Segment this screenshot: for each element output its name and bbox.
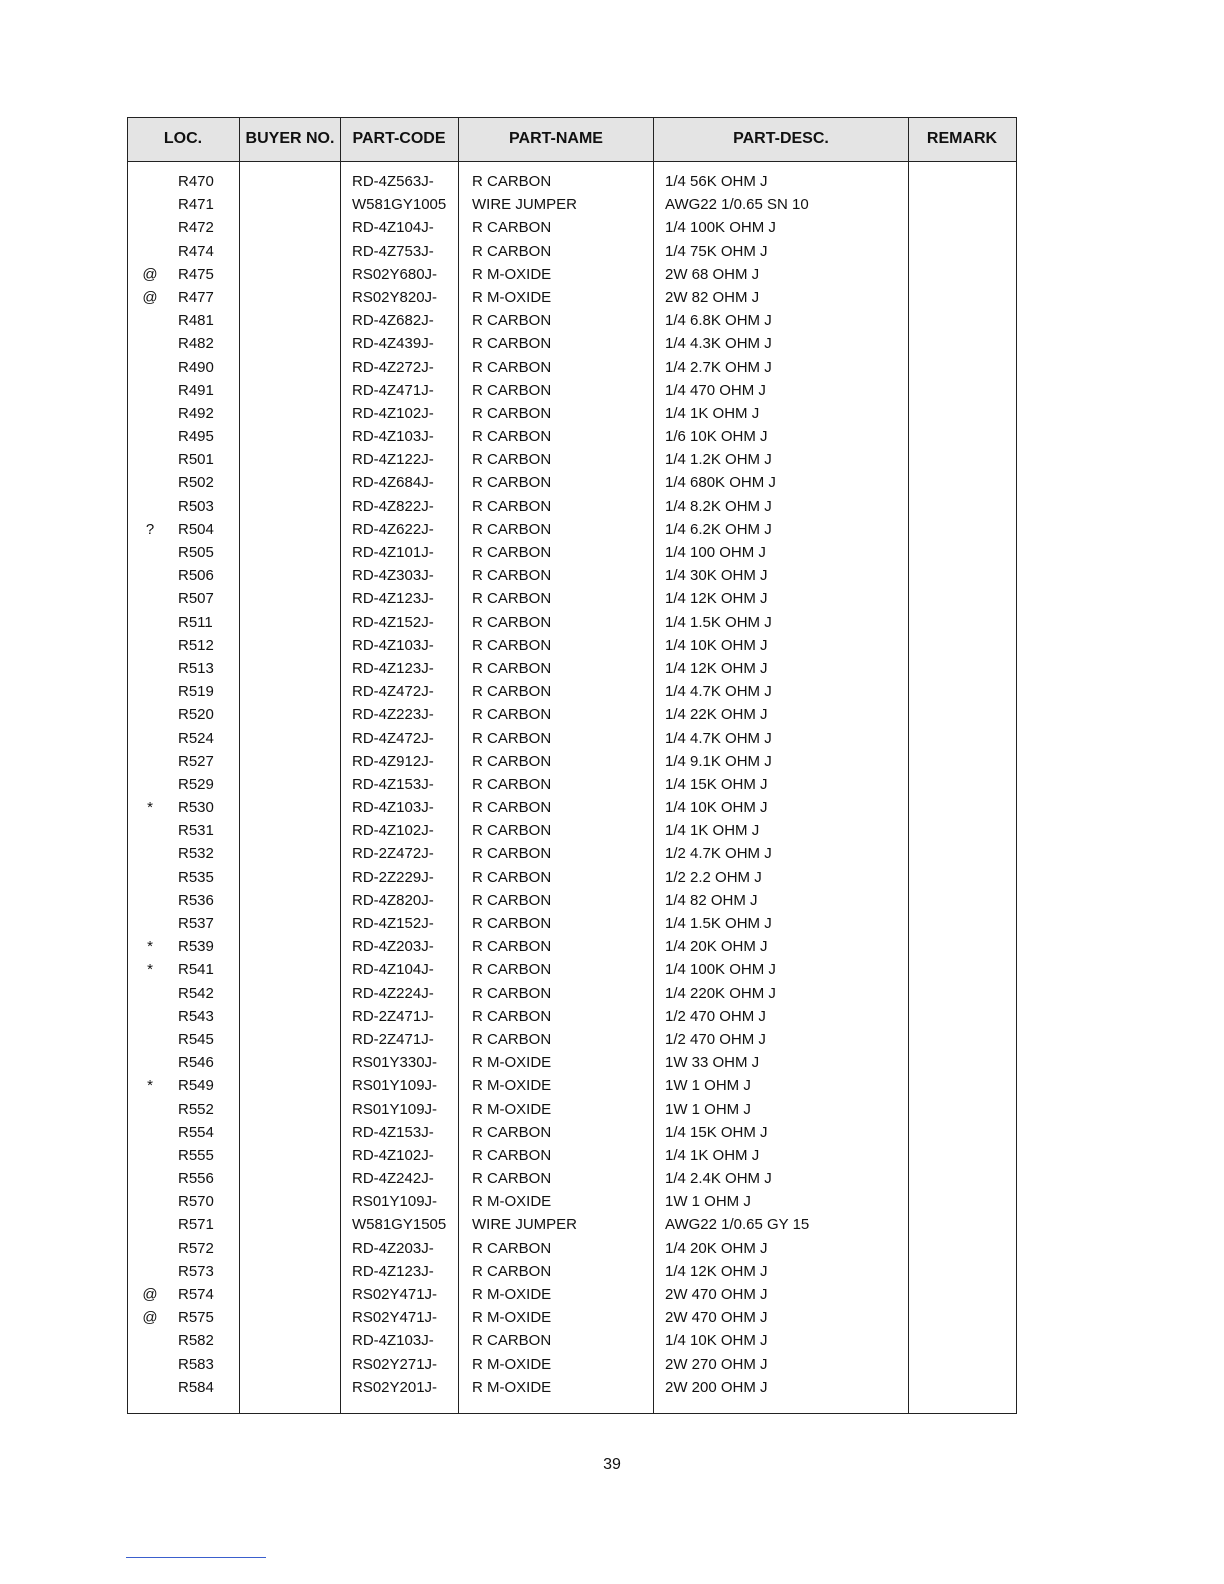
row-loc: R541 — [178, 961, 214, 979]
row-part-code: RD-4Z224J- — [352, 984, 434, 1002]
row-loc: R570 — [178, 1193, 214, 1211]
row-part-name: R M-OXIDE — [472, 1077, 552, 1095]
header-remark: REMARK — [926, 130, 998, 147]
row-part-name: R CARBON — [472, 683, 552, 701]
row-part-name: R CARBON — [472, 891, 552, 909]
row-part-code: RS01Y109J- — [352, 1077, 438, 1095]
row-part-name: R CARBON — [472, 1262, 552, 1280]
row-part-name: R CARBON — [472, 520, 552, 538]
row-part-desc: 1/4 680K OHM J — [665, 474, 776, 492]
row-part-code: RS02Y471J- — [352, 1286, 438, 1303]
table-row — [128, 1260, 1016, 1283]
row-part-code: RD-4Z153J- — [352, 775, 434, 793]
row-part-name: R CARBON — [472, 984, 552, 1002]
table-row — [128, 1283, 1016, 1306]
row-mark: @ — [142, 1309, 158, 1327]
row-loc: R472 — [178, 219, 214, 237]
row-part-code: RD-4Z223J- — [352, 706, 434, 724]
row-part-desc: 1/2 470 OHM J — [665, 1007, 766, 1025]
table-row — [128, 1167, 1016, 1190]
row-part-code: RD-2Z472J- — [352, 845, 434, 863]
table-row — [128, 402, 1016, 425]
row-part-code: RD-4Z103J- — [352, 799, 434, 817]
row-part-code: RS01Y109J- — [352, 1193, 438, 1211]
row-part-code: RD-4Z684J- — [352, 474, 434, 492]
table-row — [128, 703, 1016, 726]
row-loc: R529 — [178, 775, 214, 793]
row-part-desc: 1/2 470 OHM J — [665, 1030, 766, 1048]
row-part-desc: 1/4 1K OHM J — [665, 404, 760, 422]
row-part-code: RD-4Z123J- — [352, 1262, 434, 1280]
row-part-name: R CARBON — [472, 1146, 552, 1164]
row-part-desc: 2W 200 OHM J — [665, 1378, 768, 1396]
row-part-desc: 1/4 1.5K OHM J — [665, 613, 772, 631]
row-loc: R477 — [178, 288, 214, 306]
row-part-name: R M-OXIDE — [472, 1054, 552, 1072]
row-part-name: R M-OXIDE — [472, 1378, 552, 1396]
row-part-code: RD-4Z104J- — [352, 219, 434, 237]
row-part-code: RD-4Z472J- — [352, 729, 434, 747]
row-part-code: RS02Y201J- — [352, 1378, 438, 1396]
row-part-desc: 2W 270 OHM J — [665, 1355, 768, 1373]
table-row — [128, 750, 1016, 773]
row-part-code: RD-4Z122J- — [352, 451, 434, 469]
row-part-code: RD-4Z272J- — [352, 358, 434, 376]
row-part-desc: 1/4 10K OHM J — [665, 636, 768, 654]
header-part-desc: PART-DESC. — [733, 130, 829, 147]
row-part-desc: 1W 1 OHM J — [665, 1100, 751, 1118]
table-row — [128, 564, 1016, 587]
row-loc: R511 — [178, 613, 213, 631]
row-part-desc: AWG22 1/0.65 SN 10 — [665, 196, 809, 214]
row-part-desc: 2W 68 OHM J — [665, 265, 760, 283]
table-header — [128, 118, 1016, 162]
header-part-name: PART-NAME — [509, 130, 603, 147]
row-loc: R573 — [178, 1262, 214, 1280]
row-part-desc: 1/4 100 OHM J — [665, 544, 766, 561]
row-loc: R554 — [178, 1123, 214, 1141]
row-mark: * — [147, 799, 153, 817]
row-part-name: R CARBON — [472, 1170, 552, 1188]
row-loc: R536 — [178, 891, 214, 909]
row-loc: R474 — [178, 242, 214, 260]
row-part-desc: 1/4 100K OHM J — [665, 961, 776, 979]
row-part-desc: 1/4 1K OHM J — [665, 822, 760, 840]
table-row — [128, 796, 1016, 819]
row-loc: R502 — [178, 474, 214, 492]
table-row — [128, 286, 1016, 309]
table-row — [128, 448, 1016, 471]
row-part-code: RD-4Z822J- — [352, 497, 434, 515]
row-loc: R539 — [178, 938, 214, 956]
row-part-desc: AWG22 1/0.65 GY 15 — [665, 1216, 810, 1234]
table-row — [128, 727, 1016, 750]
row-part-desc: 1/4 15K OHM J — [665, 1123, 768, 1141]
row-loc: R537 — [178, 915, 214, 932]
row-part-code: RD-4Z153J- — [352, 1123, 434, 1141]
row-part-code: RS01Y330J- — [352, 1054, 438, 1072]
row-loc: R506 — [178, 567, 214, 585]
row-part-desc: 2W 470 OHM J — [665, 1309, 768, 1327]
row-loc: R584 — [178, 1378, 214, 1396]
header-loc: LOC. — [163, 130, 203, 147]
row-part-desc: 1/4 12K OHM J — [665, 590, 768, 608]
row-part-name: R CARBON — [472, 938, 552, 956]
row-part-name: R CARBON — [472, 312, 552, 330]
row-part-code: RD-4Z104J- — [352, 961, 434, 979]
row-part-code: RD-4Z152J- — [352, 915, 434, 932]
row-part-code: RD-4Z439J- — [352, 335, 434, 353]
row-part-desc: 1/4 6.8K OHM J — [665, 312, 772, 330]
row-part-desc: 1/4 56K OHM J — [665, 173, 768, 190]
row-part-name: R CARBON — [472, 404, 552, 422]
row-part-desc: 1/4 10K OHM J — [665, 799, 768, 817]
table-row — [128, 1190, 1016, 1213]
row-mark: * — [147, 961, 153, 979]
row-mark: @ — [142, 265, 158, 283]
row-part-name: R CARBON — [472, 729, 552, 747]
row-loc: R507 — [178, 590, 214, 608]
table-row — [128, 1353, 1016, 1376]
row-part-desc: 1/4 82 OHM J — [665, 891, 758, 909]
row-part-name: R CARBON — [472, 544, 552, 561]
row-part-code: RD-4Z820J- — [352, 891, 434, 909]
table-row — [128, 1376, 1016, 1399]
row-part-code: RD-4Z563J- — [352, 173, 434, 190]
table-row — [128, 958, 1016, 981]
table-row — [128, 680, 1016, 703]
row-part-desc: 1/4 8.2K OHM J — [665, 497, 772, 515]
row-part-name: R CARBON — [472, 335, 552, 353]
row-loc: R503 — [178, 497, 214, 515]
table-row — [128, 634, 1016, 657]
table-row — [128, 611, 1016, 634]
page-number: 39 — [603, 1456, 621, 1473]
row-loc: R513 — [178, 659, 214, 677]
row-loc: R572 — [178, 1239, 214, 1257]
row-part-code: RD-4Z242J- — [352, 1170, 434, 1188]
row-mark: * — [147, 1077, 153, 1095]
row-part-name: R M-OXIDE — [472, 1100, 552, 1118]
row-part-name: R M-OXIDE — [472, 1355, 552, 1373]
row-part-name: R M-OXIDE — [472, 1193, 552, 1211]
row-loc: R470 — [178, 173, 214, 190]
row-loc: R492 — [178, 404, 214, 422]
table-row — [128, 1306, 1016, 1329]
row-loc: R535 — [178, 868, 214, 886]
row-part-desc: 1W 1 OHM J — [665, 1077, 751, 1095]
row-part-desc: 1/4 20K OHM J — [665, 938, 768, 956]
table-row — [128, 1213, 1016, 1236]
row-part-desc: 1/4 20K OHM J — [665, 1239, 768, 1257]
row-part-name: R CARBON — [472, 451, 552, 469]
row-part-name: R CARBON — [472, 567, 552, 585]
row-part-desc: 1/4 15K OHM J — [665, 775, 768, 793]
footer-rule — [126, 1557, 266, 1558]
table-body — [128, 170, 1016, 1399]
row-part-name: R CARBON — [472, 173, 552, 190]
row-part-name: R CARBON — [472, 822, 552, 840]
row-part-name: WIRE JUMPER — [472, 196, 577, 214]
row-part-desc: 1/4 22K OHM J — [665, 706, 768, 724]
row-part-desc: 1/4 470 OHM J — [665, 381, 766, 399]
row-part-code: RS02Y680J- — [352, 265, 438, 283]
row-part-name: R CARBON — [472, 1007, 552, 1025]
row-part-desc: 1/4 2.4K OHM J — [665, 1170, 772, 1188]
row-loc: R495 — [178, 428, 214, 446]
row-part-name: WIRE JUMPER — [472, 1216, 577, 1234]
table-row — [128, 1329, 1016, 1352]
row-part-name: R CARBON — [472, 845, 552, 863]
row-mark: @ — [142, 1286, 158, 1303]
table-row — [128, 240, 1016, 263]
row-loc: R575 — [178, 1309, 214, 1327]
row-loc: R571 — [178, 1216, 214, 1234]
row-part-code: RS02Y471J- — [352, 1309, 438, 1327]
row-part-code: RD-4Z101J- — [352, 544, 434, 561]
row-part-code: RD-4Z303J- — [352, 567, 434, 585]
row-part-code: RD-4Z102J- — [352, 1146, 434, 1164]
row-loc: R583 — [178, 1355, 214, 1373]
table-row — [128, 1237, 1016, 1260]
row-part-name: R M-OXIDE — [472, 1309, 552, 1327]
row-part-name: R CARBON — [472, 428, 552, 446]
row-loc: R490 — [178, 358, 214, 376]
table-row — [128, 1051, 1016, 1074]
row-part-name: R CARBON — [472, 219, 552, 237]
row-part-desc: 1/4 30K OHM J — [665, 567, 768, 585]
table-row — [128, 541, 1016, 564]
table-row — [128, 471, 1016, 494]
row-part-desc: 1/4 220K OHM J — [665, 984, 776, 1002]
row-part-name: R CARBON — [472, 659, 552, 677]
row-part-code: RD-4Z102J- — [352, 404, 434, 422]
table-row — [128, 842, 1016, 865]
row-mark: * — [147, 938, 153, 956]
row-part-code: RD-4Z471J- — [352, 381, 434, 399]
row-part-code: RD-4Z682J- — [352, 312, 434, 330]
row-part-name: R CARBON — [472, 242, 552, 260]
table-row — [128, 866, 1016, 889]
table-row — [128, 425, 1016, 448]
row-loc: R504 — [178, 520, 214, 538]
table-row — [128, 216, 1016, 239]
row-loc: R546 — [178, 1054, 214, 1072]
row-part-name: R CARBON — [472, 474, 552, 492]
table-row — [128, 935, 1016, 958]
row-part-code: RD-4Z123J- — [352, 659, 434, 677]
table-row — [128, 912, 1016, 935]
table-row — [128, 379, 1016, 402]
row-loc: R475 — [178, 265, 214, 283]
row-part-name: R CARBON — [472, 915, 552, 932]
table-row — [128, 356, 1016, 379]
row-part-code: RD-2Z471J- — [352, 1030, 434, 1048]
row-part-desc: 1/4 2.7K OHM J — [665, 358, 772, 376]
row-part-name: R CARBON — [472, 961, 552, 979]
row-part-code: RD-2Z471J- — [352, 1007, 434, 1025]
row-part-name: R CARBON — [472, 1123, 552, 1141]
row-loc: R501 — [178, 451, 214, 469]
row-part-code: RD-4Z103J- — [352, 428, 434, 446]
row-part-name: R M-OXIDE — [472, 288, 552, 306]
table-row — [128, 1121, 1016, 1144]
row-part-name: R M-OXIDE — [472, 265, 552, 283]
table-row — [128, 657, 1016, 680]
row-part-code: W581GY1005 — [352, 196, 447, 214]
row-part-desc: 1/2 2.2 OHM J — [665, 868, 762, 886]
table-row — [128, 1098, 1016, 1121]
row-part-name: R CARBON — [472, 1332, 552, 1350]
row-loc: R527 — [178, 752, 214, 770]
table-row — [128, 1028, 1016, 1051]
table-row — [128, 587, 1016, 610]
row-part-desc: 1/4 10K OHM J — [665, 1332, 768, 1350]
table-row — [128, 889, 1016, 912]
row-part-code: RD-4Z103J- — [352, 1332, 434, 1350]
row-loc: R556 — [178, 1170, 214, 1188]
row-part-desc: 1W 33 OHM J — [665, 1054, 760, 1072]
row-part-name: R CARBON — [472, 706, 552, 724]
row-loc: R491 — [178, 381, 214, 399]
row-loc: R542 — [178, 984, 214, 1002]
row-part-desc: 1/6 10K OHM J — [665, 428, 768, 446]
table-row — [128, 518, 1016, 541]
row-loc: R512 — [178, 636, 214, 654]
row-part-desc: 2W 470 OHM J — [665, 1286, 768, 1303]
row-loc: R481 — [178, 312, 214, 330]
table-row — [128, 193, 1016, 216]
row-part-desc: 1/4 75K OHM J — [665, 242, 768, 260]
row-part-name: R CARBON — [472, 358, 552, 376]
row-part-name: R CARBON — [472, 381, 552, 399]
row-loc: R471 — [178, 196, 214, 214]
row-part-name: R CARBON — [472, 1239, 552, 1257]
table-row — [128, 495, 1016, 518]
table-row — [128, 1074, 1016, 1097]
row-loc: R531 — [178, 822, 214, 840]
parts-table — [127, 117, 1017, 1414]
row-part-name: R M-OXIDE — [472, 1286, 552, 1303]
header-buyer-no: BUYER NO. — [245, 130, 335, 147]
row-part-code: RD-2Z229J- — [352, 868, 434, 886]
row-part-name: R CARBON — [472, 590, 552, 608]
row-loc: R524 — [178, 729, 214, 747]
row-part-code: RD-4Z203J- — [352, 1239, 434, 1257]
table-row — [128, 1144, 1016, 1167]
row-loc: R519 — [178, 683, 214, 701]
row-part-desc: 1/4 9.1K OHM J — [665, 752, 772, 770]
row-part-desc: 1/2 4.7K OHM J — [665, 845, 772, 863]
row-loc: R555 — [178, 1146, 214, 1164]
row-part-code: RD-4Z103J- — [352, 636, 434, 654]
row-part-desc: 1/4 4.7K OHM J — [665, 729, 772, 747]
row-part-name: R CARBON — [472, 775, 552, 793]
row-loc: R582 — [178, 1332, 214, 1350]
row-part-name: R CARBON — [472, 752, 552, 770]
row-loc: R549 — [178, 1077, 214, 1095]
row-part-desc: 1/4 4.7K OHM J — [665, 683, 772, 701]
table-row — [128, 309, 1016, 332]
row-part-desc: 1/4 4.3K OHM J — [665, 335, 772, 353]
row-part-desc: 1/4 6.2K OHM J — [665, 520, 772, 538]
row-mark: ? — [145, 520, 155, 538]
row-part-desc: 1/4 1.5K OHM J — [665, 915, 772, 932]
row-part-code: RD-4Z152J- — [352, 613, 434, 631]
row-part-desc: 1W 1 OHM J — [665, 1193, 751, 1211]
table-row — [128, 773, 1016, 796]
row-mark: @ — [142, 288, 158, 306]
row-loc: R545 — [178, 1030, 214, 1048]
table-row — [128, 170, 1016, 193]
row-loc: R552 — [178, 1100, 214, 1118]
row-part-name: R CARBON — [472, 868, 552, 886]
row-part-code: RS01Y109J- — [352, 1100, 438, 1118]
table-row — [128, 982, 1016, 1005]
row-part-code: RS02Y271J- — [352, 1355, 438, 1373]
table-row — [128, 263, 1016, 286]
row-part-code: RD-4Z622J- — [352, 520, 434, 538]
row-loc: R574 — [178, 1286, 214, 1303]
header-part-code: PART-CODE — [352, 130, 446, 147]
row-part-desc: 1/4 12K OHM J — [665, 659, 768, 677]
row-part-name: R CARBON — [472, 1030, 552, 1048]
row-part-code: RD-4Z123J- — [352, 590, 434, 608]
row-part-code: RD-4Z912J- — [352, 752, 434, 770]
row-part-desc: 1/4 100K OHM J — [665, 219, 776, 237]
row-part-desc: 1/4 12K OHM J — [665, 1262, 768, 1280]
row-loc: R530 — [178, 799, 214, 817]
row-part-name: R CARBON — [472, 799, 552, 817]
row-loc: R505 — [178, 544, 214, 561]
row-part-desc: 1/4 1K OHM J — [665, 1146, 760, 1164]
table-row — [128, 332, 1016, 355]
table-row — [128, 1005, 1016, 1028]
table-row — [128, 819, 1016, 842]
row-part-name: R CARBON — [472, 613, 552, 631]
row-part-desc: 1/4 1.2K OHM J — [665, 451, 772, 469]
row-part-code: RD-4Z472J- — [352, 683, 434, 701]
row-loc: R520 — [178, 706, 214, 724]
row-part-name: R CARBON — [472, 636, 552, 654]
row-loc: R543 — [178, 1007, 214, 1025]
row-part-name: R CARBON — [472, 497, 552, 515]
row-loc: R482 — [178, 335, 214, 353]
row-loc: R532 — [178, 845, 214, 863]
row-part-code: RD-4Z102J- — [352, 822, 434, 840]
row-part-code: W581GY1505 — [352, 1216, 447, 1234]
row-part-code: RS02Y820J- — [352, 288, 438, 306]
row-part-desc: 2W 82 OHM J — [665, 288, 760, 306]
row-part-code: RD-4Z203J- — [352, 938, 434, 956]
row-part-code: RD-4Z753J- — [352, 242, 434, 260]
